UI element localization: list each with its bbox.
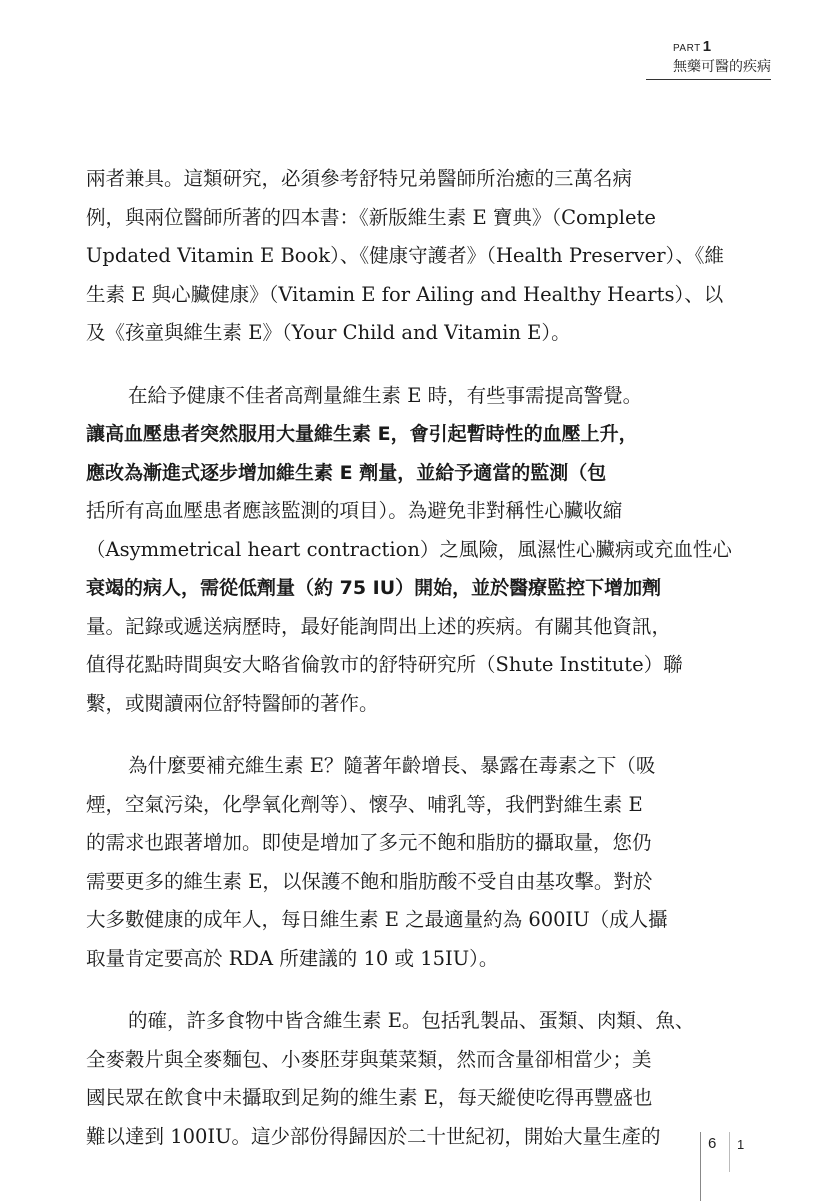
text-line: （Asymmetrical heart contraction）之風險，風濕性心臟病或充血性心 [86,537,732,561]
text-line: 值得花點時間與安大略省倫敦市的舒特研究所（Shute Institute）聯 [86,653,683,676]
text-line: 需要更多的維生素 E，以保護不飽和脂肪酸不受自由基攻擊。對於 [86,869,653,893]
emphasis-line: 讓高血壓患者突然服用大量維生素 E，會引起暫時性的血壓上升， [86,423,638,445]
footer-rule [700,1132,701,1201]
emphasis-line: 衰竭的病人，需從低劑量（約 75 IU）開始，並於醫療監控下增加劑 [86,577,662,599]
part-label: PART 1 [673,38,712,55]
text-line: 兩者兼具。這類研究，必須參考舒特兄弟醫師所治癒的三萬名病 [86,167,633,190]
text-line: 繫，或閱讀兩位舒特醫師的著作。 [86,691,379,715]
text-line: 括所有高血壓患者應該監測的項目）。為避免非對稱性心臟收縮 [86,499,623,522]
text-line: 的需求也跟著增加。即使是增加了多元不飽和脂肪的攝取量，您仍 [86,831,652,854]
footer-rule-secondary [729,1132,730,1172]
text-line: 難以達到 100IU。這少部份得歸因於二十世紀初，開始大量生產的 [86,1124,661,1148]
page-number-suffix: 1 [737,1137,745,1152]
emphasis-line: 應改為漸進式逐步增加維生素 E 劑量，並給予適當的監測（包 [86,461,607,484]
text-line: 在給予健康不佳者高劑量維生素 E 時，有些事需提高警覺。 [128,383,643,407]
text-line: 全麥穀片與全麥麵包、小麥胚芽與葉菜類，然而含量卻相當少；美 [86,1047,652,1071]
running-header [673,38,771,76]
text-line: 為什麼要補充維生素 E？隨著年齡增長、暴露在毒素之下（吸 [128,754,656,777]
body-text [86,160,752,1156]
text-line: 煙，空氣污染，化學氧化劑等）、懷孕、哺乳等，我們對維生素 E [86,792,643,816]
part-number: 1 [702,38,712,55]
text-line: 生素 E 與心臟健康》（Vitamin E for Ailing and Healthy Hearts）、以 [86,282,724,306]
header-rule [646,79,771,80]
text-line: 取量肯定要高於 RDA 所建議的 10 或 15IU）。 [86,946,499,970]
text-line: 及《孩童與維生素 E》（Your Child and Vitamin E）。 [86,321,571,344]
text-line: 量。記錄或遞送病歷時，最好能詢問出上述的疾病。有關其他資訊， [86,614,672,638]
text-line: 大多數健康的成年人，每日維生素 E 之最適量約為 600IU（成人攝 [86,908,668,931]
text-line: 國民眾在飲食中未攝取到足夠的維生素 E，每天縱使吃得再豐盛也 [86,1086,653,1109]
text-line: 的確，許多食物中皆含維生素 E。包括乳製品、蛋類、肉類、魚、 [128,1009,695,1032]
text-line: 例，與兩位醫師所著的四本書：《新版維生素 E 寶典》（Complete [86,205,656,229]
text-line: Updated Vitamin E Book）、《健康守護者》（Health Preserver）、《維 [86,244,725,267]
page-number: 6 [708,1135,717,1152]
chapter-title: 無藥可醫的疾病 [673,59,771,75]
